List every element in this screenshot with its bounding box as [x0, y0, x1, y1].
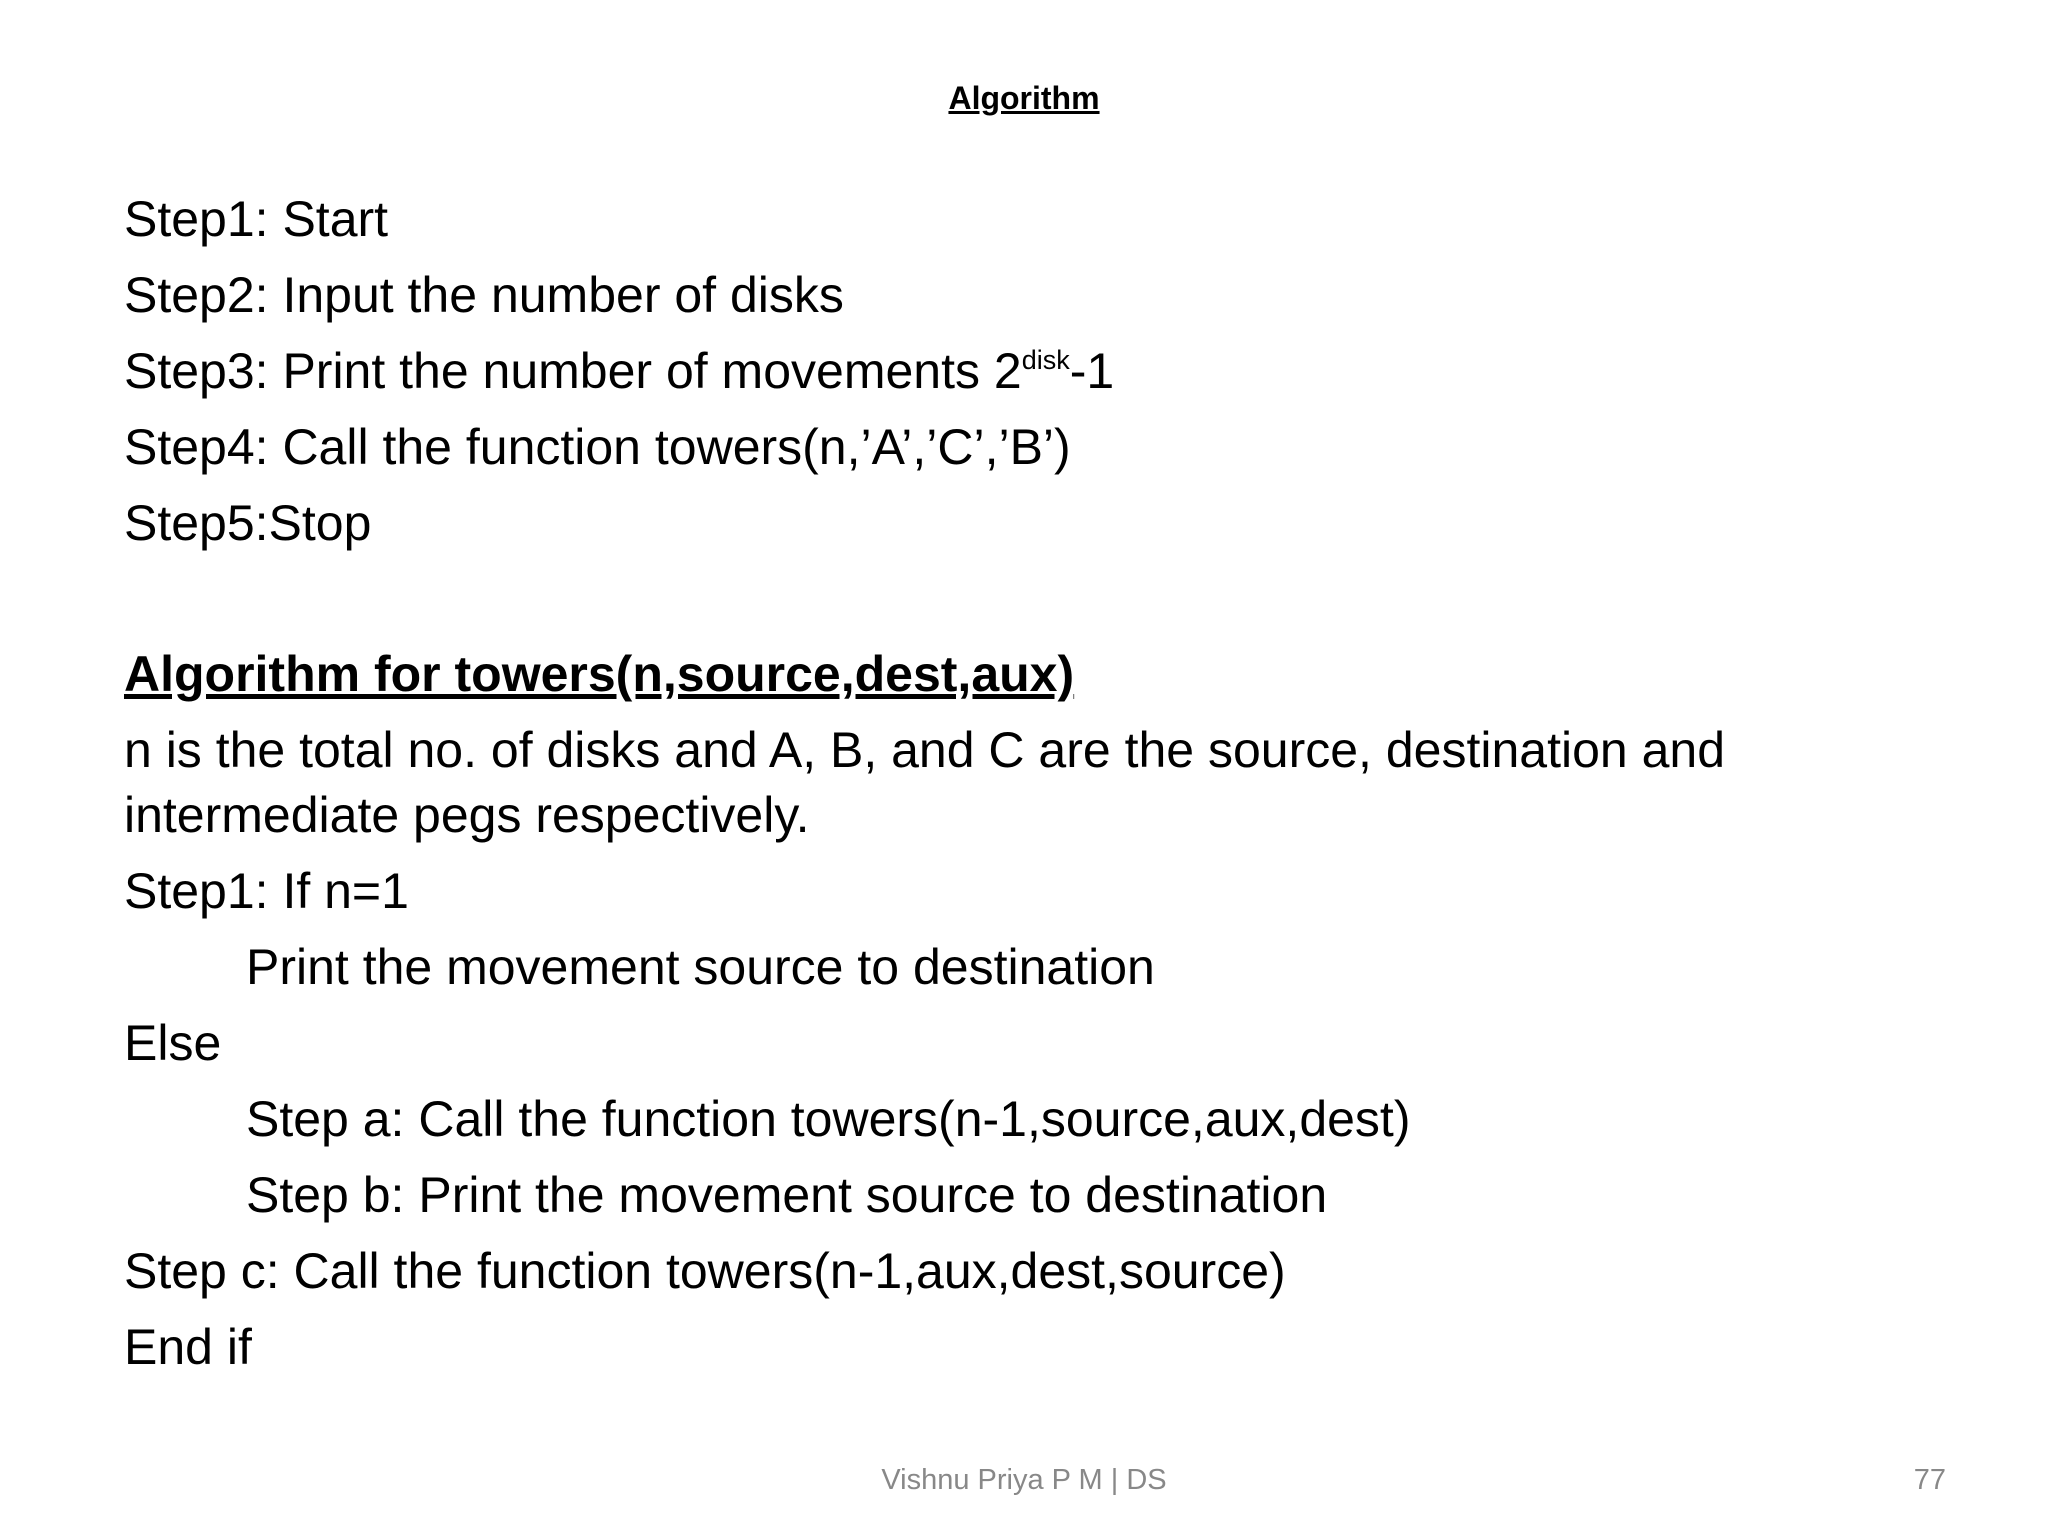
towers-subheading: Algorithm for towers(n,source,dest,aux) [124, 646, 1075, 702]
towers-else-line: Else [124, 1015, 222, 1071]
footer-author: Vishnu Priya P M | DS [881, 1464, 1167, 1496]
step1-start: Step1: Start [124, 191, 389, 247]
description-line-1: n is the total no. of disks and A, B, and C are the source, destination and [124, 722, 1726, 778]
step5-stop: Step5:Stop [124, 495, 372, 551]
step3-superscript: disk [1021, 345, 1070, 375]
towers-step-c: Step c: Call the function towers(n-1,aux,dest,source) [124, 1243, 1286, 1299]
step4-call: Step4: Call the function towers(n,’A’,’C’,’B’) [124, 419, 1071, 475]
towers-if-line: Step1: If n=1 [124, 863, 409, 919]
towers-step-a: Step a: Call the function towers(n-1,source,aux,dest) [246, 1091, 1411, 1147]
step2-input: Step2: Input the number of disks [124, 267, 844, 323]
step3-suffix: -1 [1069, 343, 1115, 399]
slide-title: Algorithm [948, 80, 1100, 116]
page-number: 77 [1913, 1464, 1946, 1496]
step3-text: Step3: Print the number of movements 2 [124, 343, 1022, 399]
towers-step-b: Step b: Print the movement source to destination [246, 1167, 1328, 1223]
step3-print [124, 338, 1114, 412]
description-line-2: intermediate pegs respectively. [124, 787, 810, 843]
towers-end-if: End if [124, 1319, 252, 1375]
towers-if-body: Print the movement source to destination [246, 939, 1155, 995]
